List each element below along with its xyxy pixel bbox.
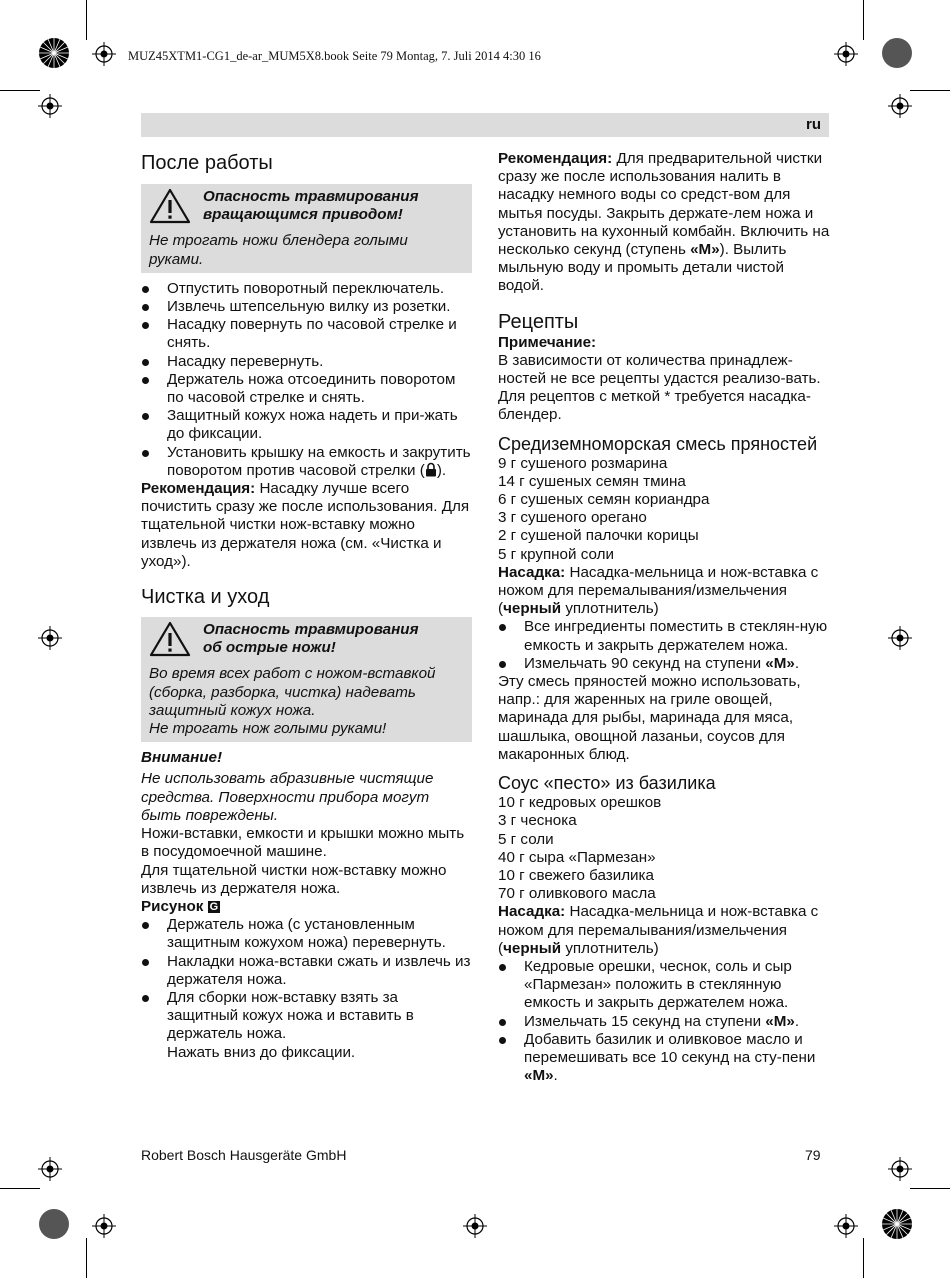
registration-mark-icon xyxy=(92,42,116,66)
list-item: Измельчать 90 секунд на ступени «M». xyxy=(498,655,830,673)
registration-mark-icon xyxy=(38,626,62,650)
list-item: Для сборки нож-вставку взять за защитный кожух ножа и вставить в держатель ножа. Нажать вниз до фиксации. xyxy=(141,989,472,1062)
page-number: 79 xyxy=(805,1147,821,1163)
registration-mark-icon xyxy=(888,1157,912,1181)
gray-target-icon xyxy=(881,37,913,69)
list-item: Добавить базилик и оливковое масло и перемешивать все 10 секунд на сту-пени «M». xyxy=(498,1031,830,1086)
list-item: Накладки ножа-вставки сжать и извлечь из держателя ножа. xyxy=(141,953,472,989)
starburst-target-icon xyxy=(38,37,70,69)
left-column xyxy=(141,150,472,1062)
registration-mark-icon xyxy=(834,42,858,66)
note-text: В зависимости от количества принадлеж-ностей не все рецепты удастся реализо-вать. Для рецептов с меткой * требуется насадка-блендер. xyxy=(498,351,821,424)
warning-triangle-icon xyxy=(149,621,191,657)
ingredient: 9 г сушеного розмарина xyxy=(498,454,668,472)
ingredient: 40 г сыра «Пармезан» xyxy=(498,848,656,866)
warning-box-rotating-drive xyxy=(141,184,472,273)
list-item: Отпустить поворотный переключатель. xyxy=(141,280,472,298)
list-item: Установить крышку на емкость и закрутить поворотом против часовой стрелки ( ). xyxy=(141,444,472,480)
warning-title: Опасность травмирования вращающимся приводом! xyxy=(203,188,419,224)
after-work-steps xyxy=(141,280,472,480)
language-bar xyxy=(141,113,829,137)
right-column xyxy=(498,150,830,1085)
recommendation-after-work: Рекомендация: Насадку лучше всего почистить сразу же после использования. Для тщательной чистки нож-вставку можно извлечь из держателя ножа (см. «Чистка и уход»). xyxy=(141,480,470,570)
ingredient: 70 г оливкового масла xyxy=(498,885,656,903)
warning-box-sharp-blades xyxy=(141,617,472,742)
list-item: Насадку повернуть по часовой стрелке и снять. xyxy=(141,316,472,352)
registration-mark-icon xyxy=(888,626,912,650)
attention-text: Не использовать абразивные чистящие средства. Поверхности прибора могут быть повреждены. xyxy=(141,770,434,824)
figure-reference: Рисунок G xyxy=(141,897,219,915)
recipe-title: Соус «песто» из базилика xyxy=(498,773,716,794)
warning-title: Опасность травмирования об острые ножи! xyxy=(203,621,419,657)
list-item: Извлечь штепсельную вилку из розетки. xyxy=(141,298,472,316)
ingredient: 3 г сушеного орегано xyxy=(498,509,647,527)
registration-mark-icon xyxy=(888,94,912,118)
ingredient: 10 г кедровых орешков xyxy=(498,794,662,812)
recommendation-pre-clean: Рекомендация: Для предварительной чистки сразу же после использования налить в насадку немного воды со средст-вом для мытья посуды. Закрыть держате-лем ножа и установить на кухонный комбайн. Включить на несколько секунд (ступень «M»). Вылить мыльную воду и промыть детали чистой водой. xyxy=(498,150,830,295)
warning-text: Во время всех работ с ножом-вставкой (сборка, разборка, чистка) надевать защитный кожух ножа. xyxy=(149,665,436,719)
recipe-title: Средиземноморская смесь пряностей xyxy=(498,433,818,454)
list-item: Держатель ножа отсоединить поворотом по часовой стрелке и снять. xyxy=(141,371,472,407)
ingredient: 3 г чеснока xyxy=(498,812,577,830)
cleaning-steps xyxy=(141,916,472,1062)
note-label: Примечание: xyxy=(498,333,597,351)
list-item: Измельчать 15 секунд на ступени «M». xyxy=(498,1013,830,1031)
registration-mark-icon xyxy=(834,1214,858,1238)
registration-mark-icon xyxy=(463,1214,487,1238)
registration-mark-icon xyxy=(38,94,62,118)
ingredient: 10 г свежего базилика xyxy=(498,866,654,884)
ingredient: 5 г крупной соли xyxy=(498,545,614,563)
cleaning-text: Для тщательной чистки нож-вставку можно извлечь из держателя ножа. xyxy=(141,861,447,897)
list-item: Все ингредиенты поместить в стеклян-ную емкость и закрыть держателем ножа. xyxy=(498,618,830,654)
footer-company: Robert Bosch Hausgeräte GmbH xyxy=(141,1147,347,1163)
ingredient: 2 г сушеной палочки корицы xyxy=(498,527,699,545)
starburst-target-icon xyxy=(881,1208,913,1240)
lock-icon xyxy=(425,462,437,477)
ingredient: 6 г сушеных семян кориандра xyxy=(498,491,710,509)
section-heading-after-work: После работы xyxy=(141,152,273,174)
warning-text: Не трогать нож голыми руками! xyxy=(149,720,387,738)
registration-mark-icon xyxy=(92,1214,116,1238)
list-item: Насадку перевернуть. xyxy=(141,353,472,371)
print-slug: MUZ45XTM1-CG1_de-ar_MUM5X8.book Seite 79 Montag, 7. Juli 2014 4:30 16 xyxy=(128,49,541,63)
warning-triangle-icon xyxy=(149,188,191,224)
recipe-usage: Эту смесь пряностей можно использовать, напр.: для жаренных на гриле овощей, маринада для рыбы, маринада для мяса, шашлыка, овощной лазаньи, соусов для макаронных блюд. xyxy=(498,673,801,763)
recipe-steps xyxy=(498,958,830,1085)
gray-target-icon xyxy=(38,1208,70,1240)
attachment-info: Насадка: Насадка-мельница и нож-вставка с ножом для перемалывания/измельчения (черный уплотнитель) xyxy=(498,563,819,618)
recipe-steps xyxy=(498,618,830,673)
cleaning-text: Ножи-вставки, емкости и крышки можно мыть в посудомоечной машине. xyxy=(141,825,465,861)
list-item: Защитный кожух ножа надеть и при-жать до фиксации. xyxy=(141,407,472,443)
list-item: Кедровые орешки, чеснок, соль и сыр «Пармезан» положить в стеклянную емкость и закрыть держателем ножа. xyxy=(498,958,830,1013)
attention-label: Внимание! xyxy=(141,749,223,767)
figure-letter-badge: G xyxy=(209,900,219,913)
ingredient: 14 г сушеных семян тмина xyxy=(498,472,686,490)
list-item: Держатель ножа (с установленным защитным кожухом ножа) перевернуть. xyxy=(141,916,472,952)
attachment-info: Насадка: Насадка-мельница и нож-вставка с ножом для перемалывания/измельчения (черный уплотнитель) xyxy=(498,903,819,957)
registration-mark-icon xyxy=(38,1157,62,1181)
language-code: ru xyxy=(806,116,821,133)
section-heading-recipes: Рецепты xyxy=(498,310,579,333)
section-heading-cleaning: Чистка и уход xyxy=(141,586,270,609)
warning-text: Не трогать ножи блендера голыми руками. xyxy=(149,232,408,268)
ingredient: 5 г соли xyxy=(498,830,554,848)
